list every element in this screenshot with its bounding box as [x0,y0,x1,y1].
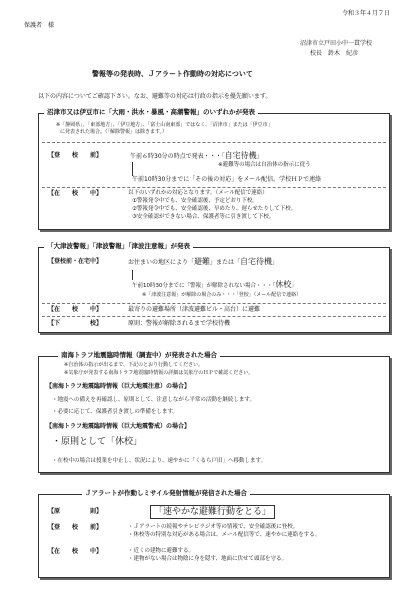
date: 令和３年４月７日 [342,10,391,17]
tsunami-before-school-line2: 午前10時30分までに「警報」が解除されない場合・・・「休校」 [132,280,297,289]
section-j-alert-title: Ｊアラートが作動しミサイル発射情報が発信された場合 [82,489,250,498]
jalert-in-school-line2: ・建物がない場合は物陰に身を隠す、地面に伏せて頭部を守る。 [128,556,288,562]
nankai-caution-line1: ・地震への備えを再確認し、原則として、注意しながら平常の活動を継続します。 [52,397,255,403]
tsunami-label-before-school: 【登校前・在宅中】 [48,258,103,265]
divider [42,316,386,317]
divider [42,187,386,188]
jalert-before-school-line1: ・Ｊアラートの続報やテレビラジオ等の情報で、安全確認後に登校。 [128,524,299,530]
storm-before-school-line3: 午前10時30分までに「その後の対応」をメール配信。学校ＨＰで連絡 [132,176,322,183]
storm-note-2: に発表された場合。（「解除警報」は除きます。） [60,129,168,135]
tsunami-dismissal-line: 原則：警報が解除されるまで学校待機 [128,320,231,327]
storm-in-school-line1: 以下のいずれかの対応となります。（メール配信で連絡） [128,190,268,196]
tsunami-before-school-line1: お住まいの地区により「避難」または「自宅待機」 [128,257,279,266]
arrow-down-icon [132,162,133,176]
nankai-alert-heading: 【南海トラフ地震臨時情報（巨大地震警戒）の場合】 [46,423,191,430]
arrow-down-icon [132,270,133,280]
section-nankai-title: 南海トラフ地震臨時情報（調査中）が発表された場合 [58,351,220,360]
section-tsunami-title: 「大津波警報」「津波警報」「津波注意報」が発表 [44,242,193,251]
school-name: 沼津市立戸田小中一貫学校 [300,40,373,47]
intro-text: 以下の内容についてご確認下さい。なお、避難等の対応は行政の指示を優先願います。 [38,93,272,100]
status-home-standby: 自宅待機 [240,257,273,266]
storm-before-school-line1: 午前６時30分の時点で発表・・・「自宅待機」 [130,151,263,160]
jalert-label-principle: 【原 則】 [48,508,103,515]
nankai-note-2: ※気象庁が発表する南海トラフ地震臨時情報の詳細は気象庁のＨＰで確認ください。 [64,370,254,376]
tsunami-label-in-school: 【在 校 中】 [48,306,103,313]
storm-note-1: ※「静岡県」、「東部地方」、「伊豆地方」、「富士山南東部」ではなく、「沼津市」または「伊豆市」 [56,122,273,128]
status-school-closed: 休校 [275,280,292,289]
jalert-before-school-line2: ・休校等の特別な対応がある場合は、メール配信等で、速やかに連絡をする。 [128,532,321,538]
storm-label-in-school: 【在 校 中】 [48,190,103,197]
nankai-note-1: ※自治体の指示が出るまで、下記のとおり行動してください。 [64,362,204,368]
nankai-caution-heading: 【南海トラフ地震臨時情報（巨大地震注意）の場合】 [46,383,191,390]
recipient: 保護者 様 [24,22,55,29]
status-evacuate: 避難 [194,257,211,266]
jalert-principle-text: 「速やかな避難行動をとる」 [150,505,275,519]
storm-label-before-school: 【登 校 前】 [48,152,103,159]
storm-in-school-line2: ①警報発令中でも、安全確認後、予定どおり下校。 [132,198,258,204]
status-home-standby: 自宅待機 [224,151,257,160]
nankai-caution-line2: ・必要に応じて、保護者引き渡しの準備をします。 [52,409,178,415]
storm-in-school-line3: ②警報発令中でも、安全確認後、早めたり、遅らせたりして下校。 [132,206,297,212]
divider [42,142,386,143]
jalert-label-before-school: 【登 校 前】 [48,524,103,531]
nankai-alert-big-text: ・原則として「休校」 [52,437,143,447]
jalert-label-in-school: 【在 校 中】 [48,548,103,555]
tsunami-label-dismissal: 【下 校】 [48,320,103,327]
tsunami-before-school-line3: ※「津波注意報」が解除の場合のみ・・・「登校」（メール配信で連絡） [142,292,302,298]
storm-before-school-line2: ※避難等の場合は自治体の指示に従う [218,162,311,168]
principal-name: 校長 鈴木 紀彦 [310,50,359,57]
divider [42,303,386,304]
jalert-in-school-line1: ・近くの建物に避難する。 [128,548,195,554]
document-title: 警報等の発表時、Ｊアラート作動時の対応について [92,70,253,78]
nankai-alert-line: ・在校中の場合は授業を中止し、状況により、速やかに「くるら戸田」へ移動します。 [52,458,267,464]
section-storm-title: 沼津市又は伊豆市に「大雨・洪水・暴風・高潮警報」のいずれかが発表 [44,108,258,117]
tsunami-in-school-line: 最寄りの避難場所（津波避難ビル・高台）に避難 [128,306,261,313]
storm-in-school-line4: ③安全確認ができない場合、保護者等に引き渡して下校。 [132,214,275,220]
